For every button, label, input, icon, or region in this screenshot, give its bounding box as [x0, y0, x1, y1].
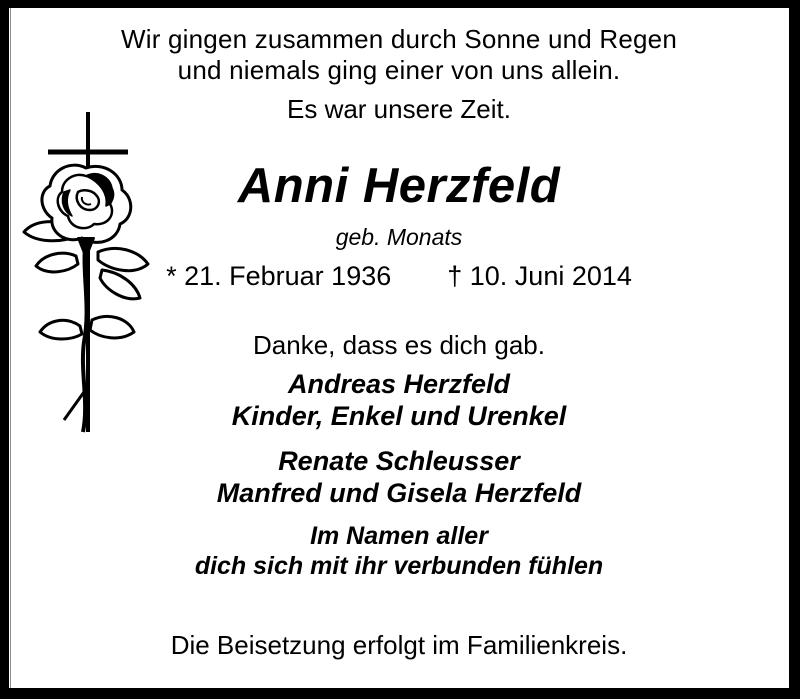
verse-closing-line: Es war unsere Zeit.	[287, 94, 511, 124]
birth-date: * 21. Februar 1936	[166, 261, 392, 291]
funeral-note: Die Beisetzung erfolgt im Familienkreis.	[170, 630, 628, 660]
verse-line-2: und niemals ging einer von uns allein.	[177, 55, 621, 85]
death-date: † 10. Juni 2014	[447, 261, 632, 291]
mourner-line: Manfred und Gisela Herzfeld	[216, 478, 582, 508]
maiden-name: geb. Monats	[335, 224, 463, 250]
mourner-line: Im Namen aller	[310, 522, 488, 550]
verse-line-1: Wir gingen zusammen durch Sonne und Regen	[121, 24, 677, 54]
mourner-group-3	[9, 521, 789, 581]
mourner-line: Renate Schleusser	[278, 446, 520, 476]
mourner-group-2	[9, 445, 789, 509]
mourner-group-1	[9, 368, 789, 432]
mourner-line: Kinder, Enkel und Urenkel	[231, 401, 567, 431]
opening-verse	[9, 24, 789, 86]
mourner-line: dich sich mit ihr verbunden fühlen	[194, 552, 604, 580]
mourner-line: Andreas Herzfeld	[287, 369, 511, 399]
deceased-name: Anni Herzfeld	[237, 159, 561, 213]
life-dates	[9, 261, 789, 292]
thanks-line: Danke, dass es dich gab.	[253, 330, 545, 360]
